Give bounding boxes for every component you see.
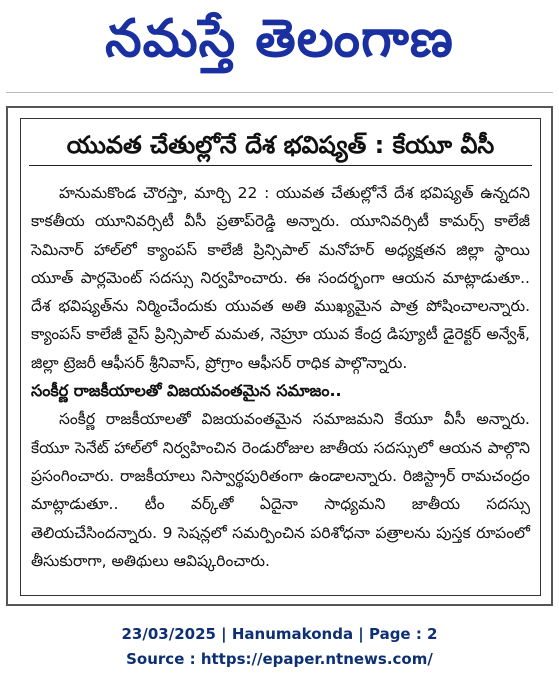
- article-headline: యువత చేతుల్లోనే దేశ భవిష్యత్ : కేయూ వీసీ: [29, 125, 532, 166]
- source-link[interactable]: Source : https://epaper.ntnews.com/: [126, 650, 433, 668]
- newspaper-logo: నమస్తే తెలంగాణ: [105, 9, 454, 69]
- article-frame: [20, 118, 541, 596]
- masthead: [0, 0, 559, 92]
- article-subheading: సంకీర్ణ రాజకీయాలతో విజయవంతమైన సమాజం..: [31, 381, 342, 401]
- masthead-divider: [6, 92, 553, 93]
- edition-info: 23/03/2025 | Hanumakonda | Page : 2: [121, 625, 438, 643]
- article-body: [31, 179, 530, 575]
- article-paragraph: సంకీర్ణ రాజకీయాలతో విజయవంతమైన సమాజమని కేయూ వీసీ అన్నారు. కేయూ సెనేట్ హాల్‌లో నిర్వహించిన రెండురోజుల జాతీయ సదస్సులో ఆయన పాల్గొని ప్రసంగించారు. రాజకీయాలు నిస్వార్థపురితంగా ఉండాలన్నారు. రిజిస్ట్రార్ రామచంద్రం మాట్లాడుతూ.. టీం వర్క్‌తో ఏదైనా సాధ్యమని జాతీయ సదస్సు తెలియచేసిందన్నారు. 9 సెషన్లలో సమర్పించిన పరిశోధనా పత్రాలను పుస్తక రూపంలో తీసుకురాగా, అతిథులు ఆవిష్కరించారు.: [31, 410, 530, 570]
- article-paragraph: హనుమకొండ చౌరస్తా, మార్చి 22 : యువత చేతుల్లోనే దేశ భవిష్యత్ ఉన్నదని కాకతీయ యూనివర్సిటీ వీసీ ప్రతాప్‌రెడ్డి అన్నారు. యూనివర్సిటీ కామర్స్ కాలేజీ సెమినార్ హాల్‌లో క్యాంపస్ కాలేజీ ప్రిన్సిపాల్ మనోహర్ అధ్యక్షతన జిల్లా స్థాయి యూత్ పార్లమెంట్ సదస్సు నిర్వహించారు. ఈ సందర్భంగా ఆయన మాట్లాడుతూ.. దేశ భవిష్యత్‌ను నిర్మించేందుకు యువత అతి ముఖ్యమైన పాత్ర పోషించాలన్నారు. క్యాంపస్ కాలేజీ వైస్ ప్రిన్సిపాల్ మమత, నెహ్రూ యువ కేంద్ర డిప్యూటీ డైరెక్టర్ అన్వేశ్, జిల్లా ట్రెజరీ ఆఫీసర్ శ్రీనివాస్, ప్రోగ్రాం ఆఫీసర్ రాధిక పాల్గొన్నారు.: [31, 184, 530, 372]
- news-clipping: [6, 106, 553, 606]
